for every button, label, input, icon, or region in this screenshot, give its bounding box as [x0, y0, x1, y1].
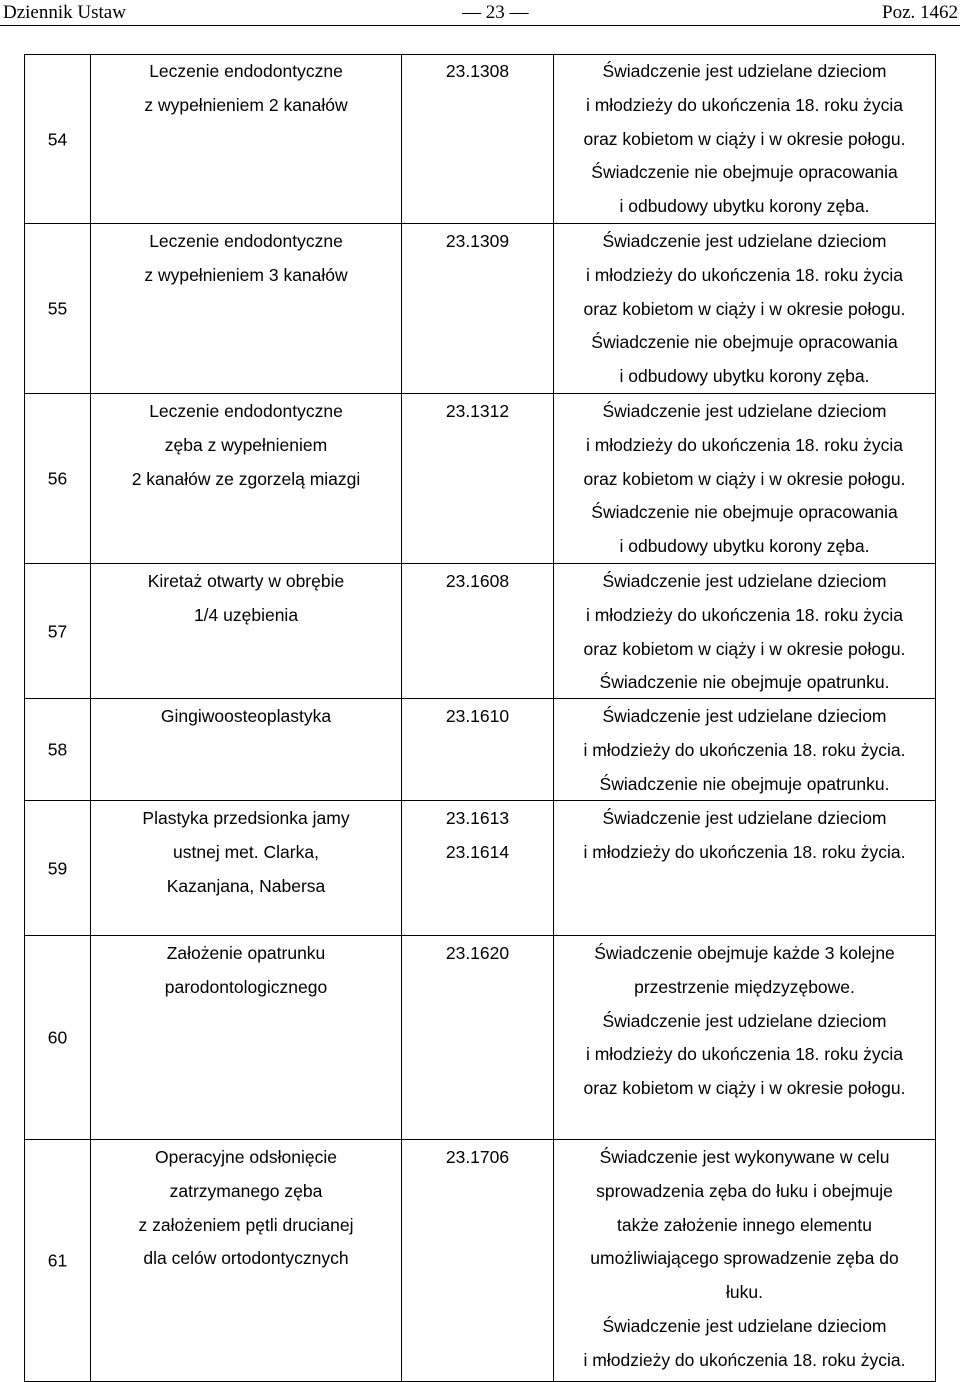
service-name-line: Plastyka przedsionka jamy: [142, 808, 350, 828]
lp-cell: [24, 393, 91, 564]
name-cell: [90, 54, 402, 224]
note-line: sprowadzenia zęba do łuku i obejmuje: [596, 1180, 893, 1201]
notes-cell: [553, 563, 936, 699]
row-number: 54: [47, 129, 68, 150]
lp-cell: [24, 1139, 91, 1382]
note-line: oraz kobietom w ciąży i w okresie połogu.: [583, 128, 906, 149]
notes-cell: [553, 935, 936, 1140]
lp-cell: [24, 54, 91, 224]
code-cell: [401, 223, 554, 394]
note-line: umożliwiającego sprowadzenie zęba do: [590, 1248, 899, 1269]
notes-cell: [553, 1139, 936, 1382]
note-line: i odbudowy ubytku korony zęba.: [619, 196, 870, 217]
code-cell: [401, 935, 554, 1140]
service-name-line: zatrzymanego zęba: [169, 1180, 323, 1201]
note-line: oraz kobietom w ciąży i w okresie połogu.: [583, 298, 906, 319]
notes-cell: [553, 54, 936, 224]
service-name-line: zęba z wypełnieniem: [164, 434, 328, 455]
note-line: Świadczenie jest udzielane dzieciom: [602, 61, 887, 81]
procedure-code: 23.1610: [445, 706, 510, 726]
name-cell: [90, 935, 402, 1140]
service-name-line: Operacyjne odsłonięcie: [155, 1147, 337, 1167]
header-rule: [0, 25, 960, 26]
note-line: i młodzieży do ukończenia 18. roku życia: [585, 434, 904, 455]
service-name-line: z wypełnieniem 3 kanałów: [144, 264, 348, 285]
code-cell: [401, 393, 554, 564]
note-line: Świadczenie jest udzielane dzieciom: [602, 571, 887, 591]
row-number: 60: [47, 1027, 68, 1048]
note-line: i młodzieży do ukończenia 18. roku życia.: [583, 739, 906, 760]
note-line: Świadczenie nie obejmuje opracowania: [591, 162, 898, 183]
service-name-line: Gingiwoosteoplastyka: [160, 706, 332, 726]
note-line: Świadczenie nie obejmuje opatrunku.: [599, 672, 890, 693]
code-cell: [401, 54, 554, 224]
name-cell: [90, 1139, 402, 1382]
name-cell: [90, 698, 402, 801]
lp-cell: [24, 563, 91, 699]
note-line: Świadczenie jest udzielane dzieciom: [602, 231, 887, 251]
note-line: i odbudowy ubytku korony zęba.: [619, 536, 870, 557]
name-cell: [90, 393, 402, 564]
note-line: przestrzenie międzyzębowe.: [634, 976, 855, 997]
note-line: Świadczenie obejmuje każde 3 kolejne: [594, 943, 895, 963]
note-line: i młodzieży do ukończenia 18. roku życia: [585, 264, 904, 285]
page-header: [0, 0, 960, 26]
note-line: Świadczenie nie obejmuje opatrunku.: [599, 773, 890, 794]
service-name-line: Leczenie endodontyczne: [149, 61, 343, 81]
service-name-line: Leczenie endodontyczne: [149, 401, 343, 421]
service-name-line: parodontologicznego: [164, 976, 328, 997]
journal-title: Dziennik Ustaw: [3, 2, 126, 23]
note-line: Świadczenie jest udzielane dzieciom: [602, 1010, 887, 1031]
code-cell: [401, 1139, 554, 1382]
note-line: i młodzieży do ukończenia 18. roku życia: [585, 604, 904, 625]
procedure-code: 23.1706: [445, 1147, 510, 1167]
notes-cell: [553, 800, 936, 936]
row-number: 58: [47, 739, 68, 760]
procedure-code: 23.1613: [445, 808, 510, 828]
service-name-line: Założenie opatrunku: [166, 943, 326, 963]
procedure-code: 23.1309: [445, 231, 510, 251]
lp-cell: [24, 935, 91, 1140]
note-line: oraz kobietom w ciąży i w okresie połogu.: [583, 1078, 906, 1099]
procedure-code: 23.1614: [445, 841, 510, 862]
note-line: i odbudowy ubytku korony zęba.: [619, 366, 870, 387]
name-cell: [90, 800, 402, 936]
lp-cell: [24, 800, 91, 936]
service-name-line: dla celów ortodontycznych: [143, 1248, 349, 1269]
note-line: Świadczenie jest udzielane dzieciom: [602, 401, 887, 421]
procedure-code: 23.1308: [445, 61, 510, 81]
services-table: [24, 54, 936, 1382]
note-line: łuku.: [726, 1282, 763, 1303]
service-name-line: 1/4 uzębienia: [193, 604, 299, 625]
name-cell: [90, 563, 402, 699]
notes-cell: [553, 698, 936, 801]
row-number: 57: [47, 621, 68, 641]
row-number: 61: [47, 1250, 68, 1271]
row-number: 59: [47, 858, 68, 878]
note-line: Świadczenie jest wykonywane w celu: [599, 1147, 890, 1167]
procedure-code: 23.1312: [445, 401, 510, 421]
position-number: Poz. 1462: [882, 2, 958, 23]
note-line: oraz kobietom w ciąży i w okresie połogu.: [583, 638, 906, 659]
code-cell: [401, 563, 554, 699]
code-cell: [401, 800, 554, 936]
notes-cell: [553, 223, 936, 394]
service-name-line: Kiretaż otwarty w obrębie: [147, 571, 345, 591]
code-cell: [401, 698, 554, 801]
lp-cell: [24, 223, 91, 394]
name-cell: [90, 223, 402, 394]
note-line: i młodzieży do ukończenia 18. roku życia: [585, 1044, 904, 1065]
note-line: oraz kobietom w ciąży i w okresie połogu.: [583, 468, 906, 489]
service-name-line: ustnej met. Clarka,: [173, 841, 319, 862]
note-line: Świadczenie jest udzielane dzieciom: [602, 706, 887, 726]
note-line: Świadczenie nie obejmuje opracowania: [591, 502, 898, 523]
note-line: Świadczenie jest udzielane dzieciom: [602, 808, 887, 828]
procedure-code: 23.1620: [445, 943, 510, 963]
note-line: także założenie innego elementu: [617, 1214, 872, 1235]
procedure-code: 23.1608: [445, 571, 510, 591]
notes-cell: [553, 393, 936, 564]
note-line: i młodzieży do ukończenia 18. roku życia.: [583, 841, 906, 862]
note-line: i młodzieży do ukończenia 18. roku życia.: [583, 1349, 906, 1370]
row-number: 56: [47, 468, 68, 489]
service-name-line: Kazanjana, Nabersa: [166, 875, 326, 896]
service-name-line: 2 kanałów ze zgorzelą miazgi: [131, 468, 361, 489]
service-name-line: z założeniem pętli drucianej: [138, 1214, 354, 1235]
note-line: i młodzieży do ukończenia 18. roku życia: [585, 94, 904, 115]
note-line: Świadczenie nie obejmuje opracowania: [591, 332, 898, 353]
service-name-line: z wypełnieniem 2 kanałów: [144, 94, 348, 115]
row-number: 55: [47, 298, 68, 319]
page-number: — 23 —: [462, 2, 529, 23]
note-line: Świadczenie jest udzielane dzieciom: [602, 1315, 887, 1336]
lp-cell: [24, 698, 91, 801]
service-name-line: Leczenie endodontyczne: [149, 231, 343, 251]
